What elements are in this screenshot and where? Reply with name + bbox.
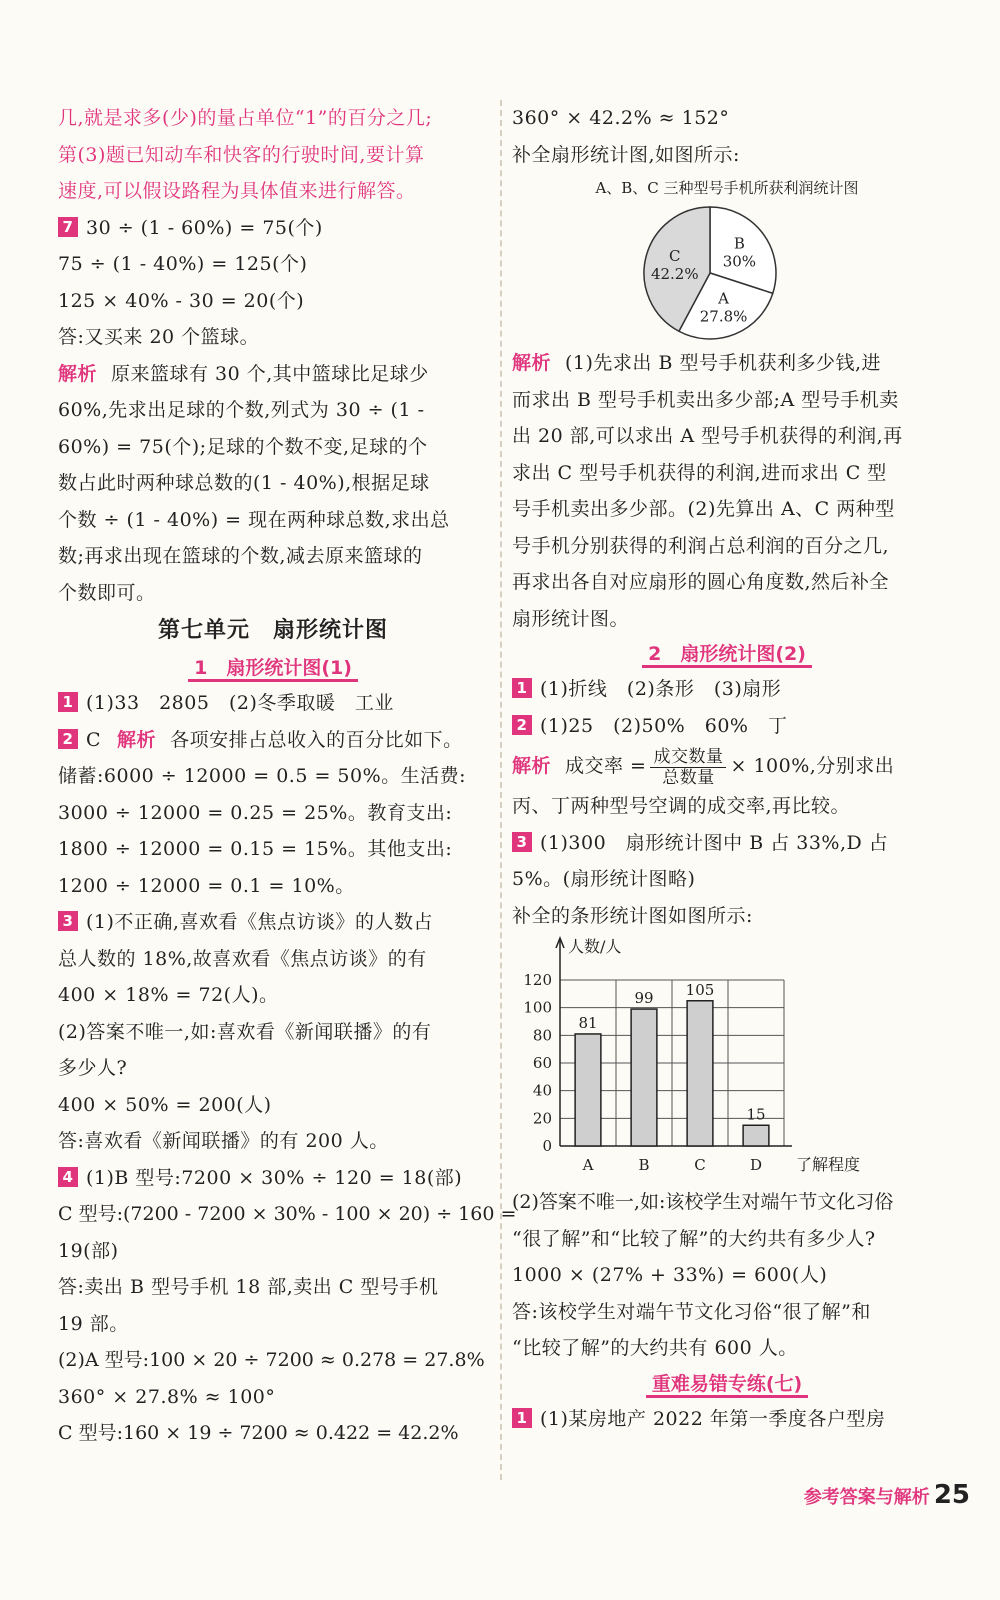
text-line: 丙、丁两种型号空调的成交率,再比较。 [512, 795, 851, 817]
bar-d [743, 1125, 769, 1146]
text-line: (2)答案不唯一,如:该校学生对端午节文化习俗 [512, 1191, 894, 1213]
text-line: 1200 ÷ 12000 = 0.1 = 10%。 [58, 874, 355, 897]
question-number-badge: 3 [58, 911, 78, 931]
y-tick-label: 120 [523, 971, 552, 989]
analysis-label: 解析 [58, 362, 98, 385]
text-line: 号手机卖出多少部。(2)先算出 A、C 两种型 [512, 498, 895, 520]
section-title [512, 1367, 942, 1401]
text-line: 补全扇形统计图,如图所示: [512, 143, 740, 166]
fraction-numerator: 成交数量 [650, 747, 726, 768]
text-line: (2)A 型号:100 × 20 ÷ 7200 ≈ 0.278 = 27.8% [58, 1349, 485, 1371]
question-number-badge: 1 [512, 678, 532, 698]
text-line: 速度,可以假设路程为具体值来进行解答。 [58, 180, 416, 202]
answer-2 [512, 708, 942, 745]
text-line: 75 ÷ (1 - 40%) = 125(个) [58, 253, 308, 275]
text-line: “比较了解”的大约共有 600 人。 [512, 1337, 798, 1359]
text-line: 答:喜欢看《新闻联播》的有 200 人。 [58, 1130, 389, 1152]
question-number-badge: 3 [512, 832, 532, 852]
text-line: 再求出各自对应扇形的圆心角度数,然后补全 [512, 571, 890, 593]
question-number-badge: 1 [512, 1408, 532, 1428]
text-line: “很了解”和“比较了解”的大约共有多少人? [512, 1227, 876, 1250]
question-number-badge: 2 [58, 729, 78, 749]
section-title-text: 1 扇形统计图(1) [188, 657, 358, 682]
text-line: 答:卖出 B 型号手机 18 部,卖出 C 型号手机 [58, 1276, 439, 1298]
text-line: 储蓄:6000 ÷ 12000 = 0.5 = 50%。生活费: [58, 765, 467, 787]
text-line: (2)答案不唯一,如:喜欢看《新闻联播》的有 [58, 1020, 432, 1043]
bar-b [631, 1009, 657, 1146]
text-line: (1)33 2805 (2)冬季取暖 工业 [86, 692, 394, 714]
bar-value-label: 81 [578, 1013, 598, 1032]
pie-chart-svg [512, 203, 942, 345]
question-number-badge: 7 [58, 217, 78, 237]
text-line: 第(3)题已知动车和快客的行驶时间,要计算 [58, 143, 425, 166]
formula-lhs: 成交率 = [565, 755, 647, 777]
bar-chart [512, 934, 942, 1184]
analysis-label: 解析 [512, 755, 552, 777]
bar-value-label: 15 [746, 1105, 766, 1124]
question-number-badge: 4 [58, 1167, 78, 1187]
pie-slice-label: B [733, 234, 745, 253]
text-line: 1800 ÷ 12000 = 0.15 = 15%。其他支出: [58, 838, 453, 860]
text-line: 数;再求出现在篮球的个数,减去原来篮球的 [58, 545, 423, 567]
text-line: (1)先求出 B 型号手机获利多少钱,进 [565, 352, 882, 374]
x-tick-label: B [638, 1156, 650, 1174]
pie-slice-value-label: 42.2% [650, 265, 699, 284]
text-line: 5%。(扇形统计图略) [512, 868, 696, 890]
text-line: 19 部。 [58, 1312, 129, 1335]
text-line: 多少人? [58, 1057, 128, 1079]
page-number: 25 [933, 1480, 970, 1510]
analysis-label: 解析 [512, 352, 552, 374]
text-line: 补全的条形统计图如图所示: [512, 904, 753, 927]
y-tick-label: 60 [532, 1054, 552, 1072]
bar-value-label: 105 [685, 980, 715, 999]
analysis-paragraph [58, 356, 488, 393]
text-line: 答:该校学生对端午节文化习俗“很了解”和 [512, 1300, 871, 1323]
left-column [58, 100, 517, 1452]
x-tick-label: D [749, 1156, 763, 1174]
text-line: 360° × 42.2% ≈ 152° [512, 107, 730, 129]
text-line: (1)25 (2)50% 60% 丁 [540, 714, 788, 737]
text-line: 360° × 27.8% ≈ 100° [58, 1385, 276, 1408]
pie-slice-label: C [669, 247, 681, 266]
page-footer [804, 1480, 970, 1510]
text-line: (1)某房地产 2022 年第一季度各户型房 [540, 1407, 886, 1430]
bar-chart-svg [512, 934, 942, 1184]
text-line: (1)折线 (2)条形 (3)扇形 [540, 678, 782, 700]
question-number-badge: 2 [512, 715, 532, 735]
text-line: 60%,先求出足球的个数,列式为 30 ÷ (1 - [58, 399, 425, 421]
answer-choice: C [86, 728, 102, 751]
answer-1 [512, 1401, 942, 1438]
text-line: 125 × 40% - 30 = 20(个) [58, 289, 305, 312]
text-line: 扇形统计图。 [512, 607, 630, 630]
pie-slice-value-label: 30% [722, 252, 757, 271]
text-line: 答:又买来 20 个篮球。 [58, 326, 260, 348]
text-line: 号手机分别获得的利润占总利润的百分之几, [512, 534, 890, 557]
answer-2 [58, 722, 488, 759]
y-tick-label: 40 [532, 1081, 552, 1100]
bar-value-label: 99 [634, 989, 654, 1008]
text-line: (1)不正确,喜欢看《焦点访谈》的人数占 [86, 911, 433, 933]
text-line: 几,就是求多(少)的量占单位“1”的百分之几; [58, 107, 433, 129]
text-line: C 型号:(7200 - 7200 × 30% - 100 × 20) ÷ 160 = [58, 1203, 517, 1225]
pie-slice-value-label: 27.8% [699, 307, 748, 326]
text-line: 个数 ÷ (1 - 40%) = 现在两种球总数,求出总 [58, 508, 450, 531]
text-line: (1)B 型号:7200 × 30% ÷ 120 = 18(部) [86, 1166, 463, 1189]
text-line: C 型号:160 × 19 ÷ 7200 ≈ 0.422 = 42.2% [58, 1422, 459, 1444]
question-number-badge: 1 [58, 692, 78, 712]
section-title-text: 2 扇形统计图(2) [642, 643, 812, 668]
analysis-label: 解析 [117, 728, 157, 751]
y-tick-label: 20 [532, 1109, 552, 1128]
text-line: 原来篮球有 30 个,其中篮球比足球少 [111, 362, 429, 385]
text-line: 3000 ÷ 12000 = 0.25 = 25%。教育支出: [58, 801, 453, 824]
answer-1 [512, 671, 942, 708]
section-title-text: 重难易错专练(七) [646, 1373, 808, 1398]
answer-4 [58, 1160, 488, 1197]
y-tick-label: 80 [532, 1026, 552, 1045]
footer-label: 参考答案与解析 [803, 1487, 930, 1508]
x-axis-label: 了解程度 [796, 1155, 861, 1174]
text-line: 400 × 18% = 72(人)。 [58, 984, 279, 1006]
answer-3 [512, 825, 942, 862]
text-line: (1)300 扇形统计图中 B 占 33%,D 占 [540, 831, 889, 854]
text-line: 总人数的 18%,故喜欢看《焦点访谈》的有 [58, 947, 427, 970]
text-line: 各项安排占总收入的百分比如下。 [170, 728, 463, 751]
text-line: 而求出 B 型号手机卖出多少部;A 型号手机卖 [512, 388, 899, 411]
text-line: 30 ÷ (1 - 60%) = 75(个) [86, 216, 323, 239]
text-line: 60%) = 75(个);足球的个数不变,足球的个 [58, 435, 428, 458]
text-line: 400 × 50% = 200(人) [58, 1093, 272, 1116]
y-tick-label: 0 [542, 1137, 552, 1155]
answer-1 [58, 685, 488, 722]
analysis-paragraph [512, 345, 942, 382]
bar-a [575, 1034, 601, 1146]
text-line: 个数即可。 [58, 581, 156, 604]
fraction-denominator: 总数量 [662, 767, 715, 788]
answer-3 [58, 904, 488, 941]
answer-7 [58, 210, 488, 247]
pie-chart [512, 203, 942, 345]
text-line: 19(部) [58, 1239, 119, 1262]
analysis-formula [512, 744, 942, 788]
column-divider [500, 100, 502, 1480]
bar-c [687, 1001, 713, 1146]
x-tick-label: C [694, 1156, 706, 1174]
y-tick-label: 100 [523, 998, 552, 1017]
formula-rhs: × 100%,分别求出 [730, 755, 895, 777]
fraction [650, 747, 726, 788]
right-column [512, 100, 942, 1437]
text-line: 求出 C 型号手机获得的利润,进而求出 C 型 [512, 461, 887, 484]
pie-slice-label: A [718, 289, 729, 308]
pie-chart-title: A、B、C 三种型号手机所获利润统计图 [595, 179, 859, 197]
y-axis-label: 人数/人 [568, 937, 622, 956]
text-line: 数占此时两种球总数的(1 - 40%),根据足球 [58, 472, 430, 494]
x-tick-label: A [582, 1156, 594, 1174]
unit-title: 第七单元 扇形统计图 [157, 618, 388, 643]
section-title [512, 637, 942, 671]
section-title [58, 651, 488, 685]
text-line: 出 20 部,可以求出 A 型号手机获得的利润,再 [512, 425, 903, 447]
text-line: 1000 × (27% + 33%) = 600(人) [512, 1264, 828, 1286]
